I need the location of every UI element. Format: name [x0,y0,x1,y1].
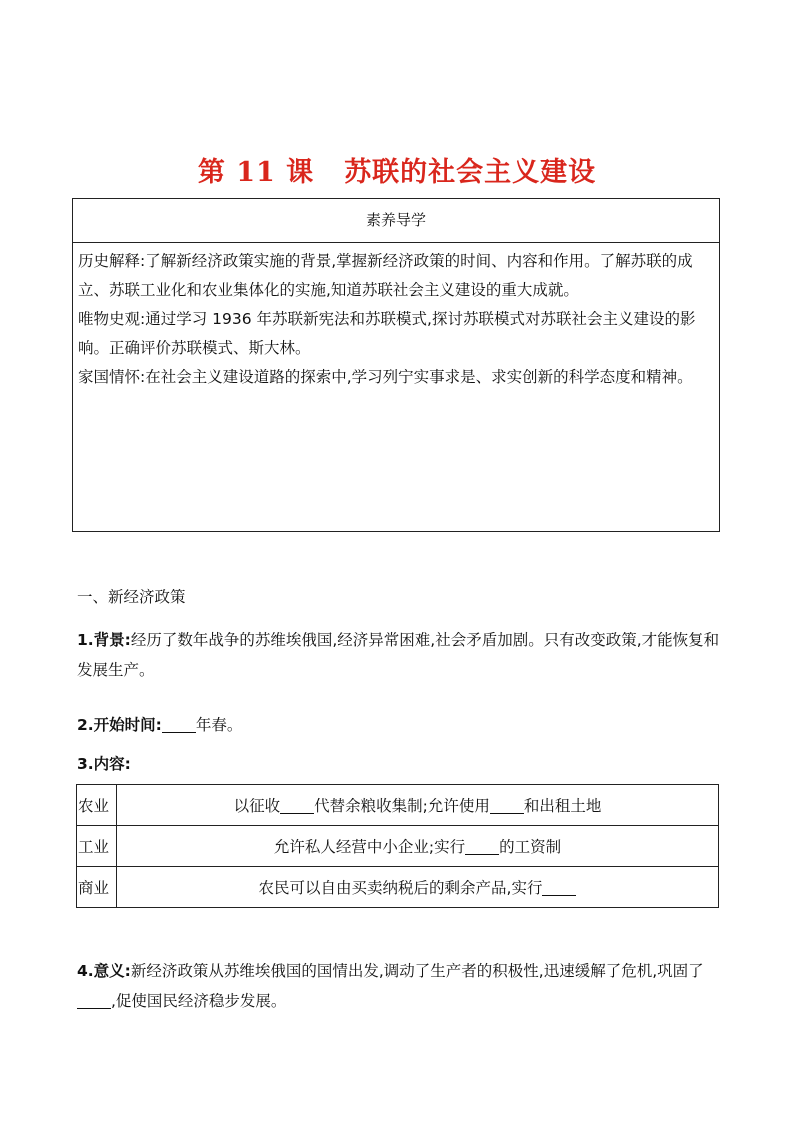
fill-blank[interactable] [490,795,524,814]
start-time-suffix: 年春。 [195,716,243,734]
fill-blank[interactable] [280,795,314,814]
section-heading: 一、新经济政策 [77,588,186,606]
fill-blank[interactable] [162,714,196,733]
fill-blank[interactable] [465,836,499,855]
fill-blank[interactable] [542,877,576,896]
literacy-guide-box [72,198,720,532]
background-label: 1.背景: [77,631,131,649]
category-cell: 商业 [77,867,117,908]
content-cell: 允许私人经营中小企业;实行 的工资制 [117,826,719,867]
guide-paragraph-materialism: 唯物史观:通过学习 1936 年苏联新宪法和苏联模式,探讨苏联模式对苏联社会主义建设的影响。正确评价苏联模式、斯大林。 [78,310,696,357]
start-time-label: 2.开始时间: [77,716,162,734]
background-text: 经历了数年战争的苏维埃俄国,经济异常困难,社会矛盾加剧。只有改变政策,才能恢复和发展生产。 [77,631,720,679]
content-table [76,784,719,908]
significance-label: 4.意义: [77,962,131,980]
start-time-paragraph [77,710,722,740]
content-label: 3.内容: [77,755,131,773]
table-row [77,785,719,826]
significance-paragraph: 4.意义:新经济政策从苏维埃俄国的国情出发,调动了生产者的积极性,迅速缓解了危机,巩固了,促使国民经济稳步发展。 [77,962,704,1010]
fill-blank[interactable] [77,990,111,1009]
lesson-topic: 苏联的社会主义建设 [344,157,597,188]
page-title [0,150,794,189]
table-row [77,826,719,867]
category-cell: 工业 [77,826,117,867]
guide-paragraph-history: 历史解释:了解新经济政策实施的背景,掌握新经济政策的时间、内容和作用。了解苏联的成立、苏联工业化和农业集体化的实施,知道苏联社会主义建设的重大成就。 [78,252,693,299]
lesson-number: 第 11 课 [197,157,315,188]
category-cell: 农业 [77,785,117,826]
content-cell: 农民可以自由买卖纳税后的剩余产品,实行 [117,867,719,908]
guide-paragraph-patriotism: 家国情怀:在社会主义建设道路的探索中,学习列宁实事求是、求实创新的科学态度和精神。 [78,368,693,386]
table-row [77,867,719,908]
guide-body [73,243,719,392]
background-paragraph [77,625,722,685]
content-cell: 以征收 代替余粮收集制;允许使用 和出租土地 [117,785,719,826]
guide-heading: 素养导学 [73,199,719,243]
